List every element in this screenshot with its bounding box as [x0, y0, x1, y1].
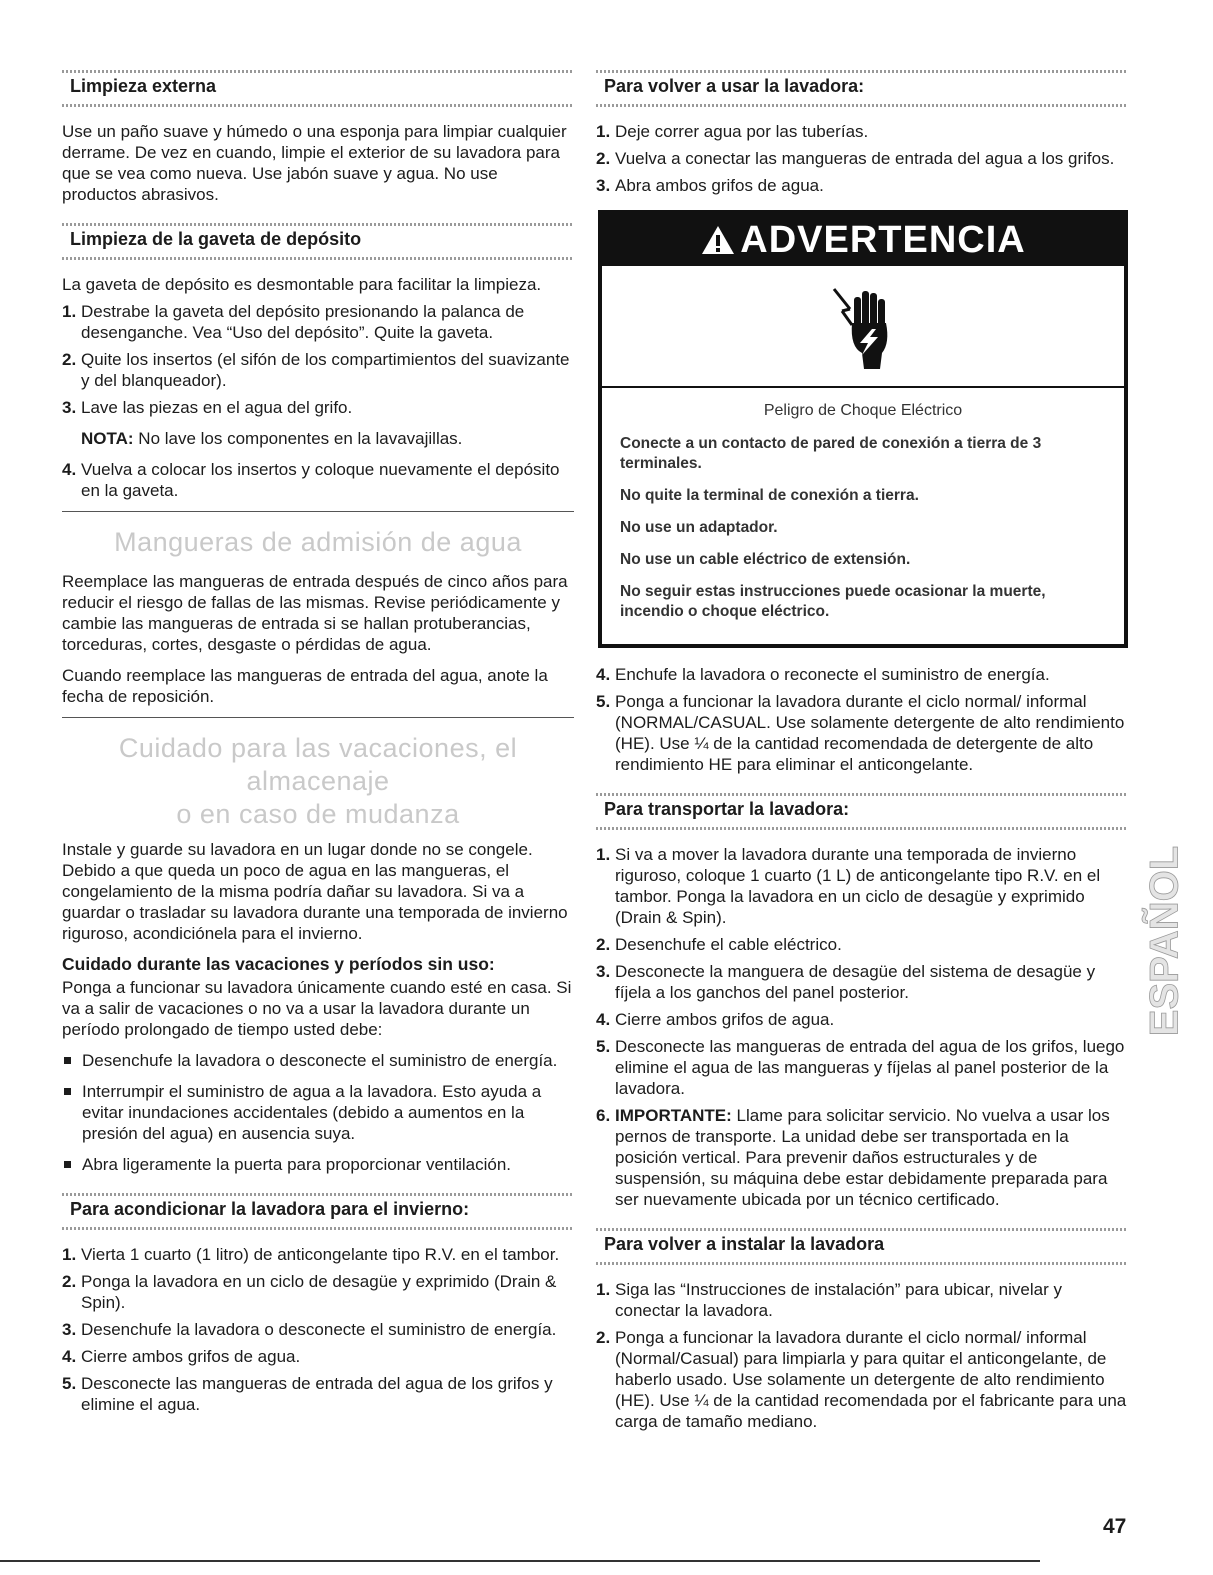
- gaveta-list: [62, 301, 574, 418]
- care-paragraph: Instale y guarde su lavadora en un lugar donde no se congele. Debido a que queda un poco de agua en las mangueras, el congelamiento de la misma podría dañar su lavadora. Si va a guardar o trasladar su lavadora durante una temporada de invierno riguroso, acondiciónela para el invierno.: [62, 840, 568, 943]
- list-item: 2. Desenchufe el cable eléctrico.: [596, 935, 842, 954]
- list-item: 1. Siga las “Instrucciones de instalación” para ubicar, nivelar y conectar la lavadora.: [596, 1280, 1062, 1320]
- list-item: 6. IMPORTANTE: Llame para solicitar servicio. No vuelva a usar los pernos de transporte. La unidad debe ser transportada en la posición vertical. Para prevenir daños estructurales y de suspensión, su máquina debe estar debidamente preparada para ser nuevamente ubicada por un técnico certificado.: [596, 1106, 1110, 1209]
- list-item: 3. Lave las piezas en el agua del grifo.: [62, 398, 353, 417]
- side-tab-label: ESPAÑOL: [1142, 845, 1187, 1037]
- list-item: 5. Desconecte las mangueras de entrada del agua de los grifos, luego elimine el agua de las mangueras y fíjelas al panel posterior de la lavadora.: [596, 1037, 1125, 1098]
- list-item: 2. Quite los insertos (el sifón de los compartimientos del suavizante y del blanqueador).: [62, 350, 570, 390]
- warning-body: [602, 388, 1124, 644]
- hose-paragraph-1: Reemplace las mangueras de entrada después de cinco años para reducir el riesgo de fallas de las mismas. Revise periódicamente y cambie las mangueras de entrada si se hallan protuberancias, torceduras, cortes, desgaste o pérdidas de agua.: [62, 572, 568, 654]
- hose-paragraph-2: Cuando reemplace las mangueras de entrada del agua, anote la fecha de reposición.: [62, 666, 548, 706]
- section-rule: [62, 511, 574, 512]
- list-item: 4. Enchufe la lavadora o reconecte el suministro de energía.: [596, 665, 1050, 684]
- right-column: [596, 62, 1128, 1442]
- list-item: 1. Vierta 1 cuarto (1 litro) de anticongelante tipo R.V. en el tambor.: [62, 1245, 560, 1264]
- subhead-volver-instalar: Para volver a instalar la lavadora: [596, 1220, 1128, 1265]
- list-item: Interrumpir el suministro de agua a la lavadora. Esto ayuda a evitar inundaciones accidentales (debido a aumentos en la presión del agua) en ausencia suya.: [62, 1081, 574, 1144]
- list-item: 4. Cierre ambos grifos de agua.: [62, 1347, 301, 1366]
- section-title-mangueras: Mangueras de admisión de agua: [114, 527, 522, 557]
- list-item: 2. Ponga la lavadora en un ciclo de desagüe y exprimido (Drain & Spin).: [62, 1272, 557, 1312]
- left-column: [62, 62, 574, 1425]
- warning-line: No use un cable eléctrico de extensión.: [620, 551, 911, 568]
- warning-line: No quite la terminal de conexión a tierra.: [620, 487, 919, 504]
- list-item: 4. Vuelva a colocar los insertos y coloque nuevamente el depósito en la gaveta.: [62, 460, 560, 500]
- gaveta-note: NOTA: No lave los componentes en la lavavajillas.: [81, 429, 463, 448]
- page-number: 47: [1103, 1515, 1127, 1538]
- list-item: 1. Deje correr agua por las tuberías.: [596, 122, 869, 141]
- electric-shock-hand-icon-area: [602, 266, 1124, 388]
- winter-list: [62, 1244, 574, 1415]
- list-item: 5. Desconecte las mangueras de entrada del agua de los grifos y elimine el agua.: [62, 1374, 553, 1414]
- section-rule: [62, 717, 574, 718]
- section-title-cuidado: Cuidado para las vacaciones, el almacenaje o en caso de mudanza: [118, 733, 518, 829]
- list-item: 1. Si va a mover la lavadora durante una temporada de invierno riguroso, coloque 1 cuarto (1 L) de anticongelante tipo R.V. en el tambor. Ponga la lavadora en un ciclo de desagüe y exprimido (Drain & Spin).: [596, 845, 1101, 927]
- subhead-volver-usar: Para volver a usar la lavadora:: [596, 62, 1128, 107]
- list-item: 3. Desconecte la manguera de desagüe del sistema de desagüe y fíjela a los ganchos del panel posterior.: [596, 962, 1096, 1002]
- ext-paragraph: Use un paño suave y húmedo o una esponja para limpiar cualquier derrame. De vez en cuando, limpie el exterior de su lavadora para que se vea como nueva. Use jabón suave y agua. No use productos abrasivos.: [62, 122, 567, 204]
- warning-triangle-icon: [700, 224, 736, 256]
- list-item: 5. Ponga a funcionar la lavadora durante el ciclo normal/ informal (NORMAL/CASUAL. Use solamente detergente de alto rendimiento (HE). Use ¼ de la cantidad recomendada de detergente de alto rendimiento HE para eliminar el anticongelante.: [596, 692, 1125, 774]
- warning-line: No use un adaptador.: [620, 519, 778, 536]
- list-item: 3. Desenchufe la lavadora o desconecte el suministro de energía.: [62, 1320, 557, 1339]
- warning-line: No seguir estas instrucciones puede ocasionar la muerte, incendio o choque eléctrico.: [620, 583, 1046, 620]
- subhead-limpieza-externa: Limpieza externa: [62, 62, 574, 107]
- list-item: 4. Cierre ambos grifos de agua.: [596, 1010, 835, 1029]
- gaveta-list-continued: [62, 459, 574, 501]
- vacation-bullets: [62, 1050, 574, 1175]
- electric-shock-hand-icon: [828, 281, 898, 371]
- warning-box: [598, 210, 1128, 648]
- subhead-gaveta: Limpieza de la gaveta de depósito: [62, 215, 574, 260]
- bottom-rule: [0, 1560, 1040, 1562]
- reuse-list-continued: [596, 664, 1128, 775]
- reuse-list: [596, 121, 1128, 196]
- vacation-paragraph: Ponga a funcionar su lavadora únicamente cuando esté en casa. Si va a salir de vacaciones o no va a usar la lavadora durante un período prolongado de tiempo usted debe:: [62, 978, 572, 1039]
- warning-header: ADVERTENCIA: [602, 214, 1124, 266]
- list-item: 2. Vuelva a conectar las mangueras de entrada del agua a los grifos.: [596, 149, 1115, 168]
- warning-title: Peligro de Choque Eléctrico: [763, 402, 963, 419]
- gaveta-paragraph: La gaveta de depósito es desmontable para facilitar la limpieza.: [62, 275, 542, 294]
- list-item: 1. Destrabe la gaveta del depósito presionando la palanca de desenganche. Vea “Uso del depósito”. Quite la gaveta.: [62, 302, 525, 342]
- list-item: Desenchufe la lavadora o desconecte el suministro de energía.: [62, 1050, 574, 1071]
- list-item: Abra ligeramente la puerta para proporcionar ventilación.: [62, 1154, 574, 1175]
- subhead-transportar: Para transportar la lavadora:: [596, 785, 1128, 830]
- subhead-invierno: Para acondicionar la lavadora para el invierno:: [62, 1185, 574, 1230]
- warning-line: Conecte a un contacto de pared de conexión a tierra de 3 terminales.: [620, 435, 1042, 472]
- list-item: 2. Ponga a funcionar la lavadora durante el ciclo normal/ informal (Normal/Casual) para limpiarla y para quitar el anticongelante, de haberlo usado. Use solamente un detergente de alto rendimiento (HE). Use ¼ de la cantidad recomendada por el fabricante para una carga de tamaño mediano.: [596, 1328, 1127, 1431]
- side-language-tab: [1142, 812, 1187, 1070]
- vacation-heading: Cuidado durante las vacaciones y períodos sin uso:: [62, 954, 495, 974]
- reinstall-list: [596, 1279, 1128, 1432]
- list-item: 3. Abra ambos grifos de agua.: [596, 176, 824, 195]
- transport-list: [596, 844, 1128, 1210]
